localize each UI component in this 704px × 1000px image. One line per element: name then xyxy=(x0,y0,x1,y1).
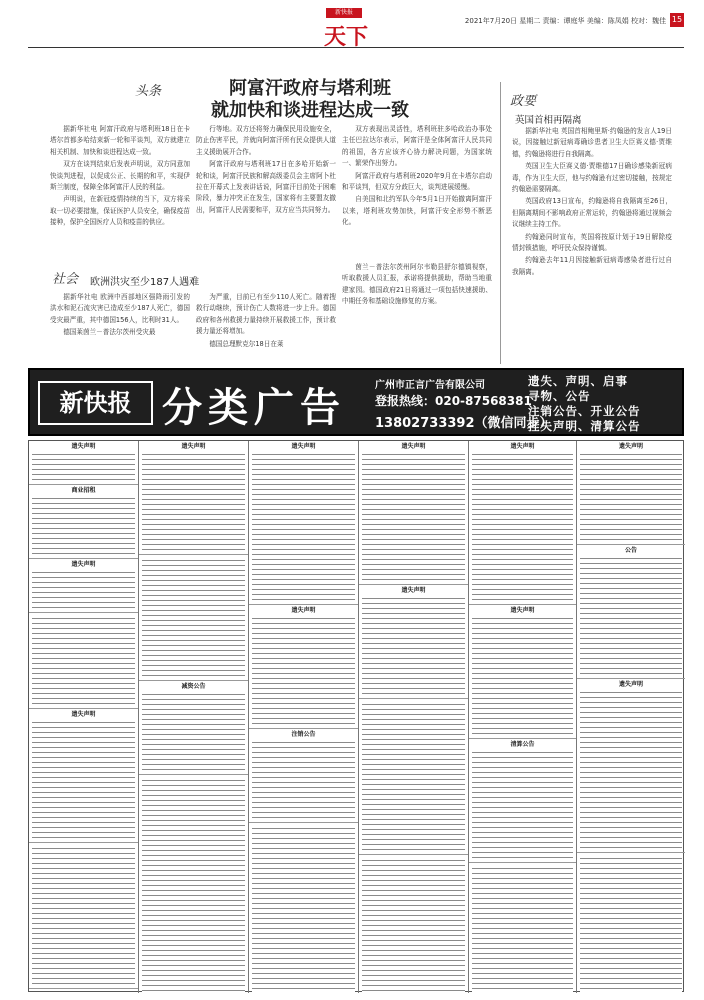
social-story-headline: 欧洲洪灾至少187人遇难 xyxy=(90,277,200,288)
list-item xyxy=(359,855,468,993)
list-item xyxy=(577,853,685,993)
list-item xyxy=(469,863,576,993)
side-story-headline: 英国首相再隔离 xyxy=(515,115,582,126)
top-story-column-3: 双方表现出灵活性，塔利班驻多哈政治办事处主任巴拉达尔表示，阿富汗是全体阿富汗人民共同的祖国，各方应该齐心协力解决问题，为国家统一、繁荣作出努力。 阿富汗政府与塔利班2020年9月在卡塔尔启动和平谈判，但双方分歧巨大，谈判进展缓慢。 自美国和北约军队今年5月1日开始撤离阿富汗以来，塔利班攻势加快，阿富汗安全形势不断恶化。 xyxy=(342,125,492,227)
list-item xyxy=(139,555,248,681)
list-item: 遗失声明 xyxy=(249,605,358,729)
issue-meta: 2021年7月20日 星期二 责编：谭庭华 美编：陈凤娟 校对：魏佳 xyxy=(464,17,666,25)
classified-listings xyxy=(28,440,684,992)
list-item: 商业招租 xyxy=(29,485,138,559)
top-story-column-2: 行等地。双方还将努力确保民用设施安全，防止伤害平民，并就向阿富汗所有民众提供人道主义援助展开合作。 阿富汗政府与塔利班17日在多哈开始新一轮和谈，阿富汗民族和解高级委员会主席阿卜杜拉在开幕式上发表讲话说，阿富汗目前处于困难阶段，暴力冲突正在发生，国家将有主要盟友撤出，阿富汗人民需要和平，双方应当共同努力。 xyxy=(196,125,336,214)
list-item xyxy=(359,699,468,855)
classified-column xyxy=(469,441,577,993)
column-divider xyxy=(500,82,501,364)
list-item: 遗失声明 xyxy=(29,559,138,613)
list-item xyxy=(139,775,248,993)
ad-company: 广州市正言广告有限公司 xyxy=(375,380,485,391)
ad-services: 遗失、声明、启事 寻物、公告 注销公告、开业公告 挂失声明、清算公告 xyxy=(528,374,641,433)
side-story-body: 据新华社电 英国首相鲍里斯·约翰逊的发言人19日说，因接触过新冠病毒确诊患者卫生大臣赛义德·贾维德，约翰逊将进行自我隔离。 英国卫生大臣赛义德·贾维德17日确诊感染新冠病毒，作为卫生大臣，他与约翰逊有过密切接触，按规定约翰逊需要隔离。 英国政府13日宣布，约翰逊将自我隔离至26日，但隔离期间不影响政府正常运转，约翰逊将通过视频会议继续主持工作。 约翰逊同时宣布，英国将按原计划于19日解除疫情封锁措施，呼吁民众保持谨慎。 约翰逊去年11月因接触新冠病毒感染者进行过自我隔离。 xyxy=(512,127,672,276)
social-story-kicker: 社会 xyxy=(52,272,79,287)
list-item: 遗失声明 xyxy=(577,441,685,545)
list-item: 遗失声明 xyxy=(249,441,358,605)
top-story-kicker: 头条 xyxy=(135,84,162,99)
ad-hotline: 登报热线：020-87568381 xyxy=(375,394,532,408)
headline-line-1: 阿富汗政府与塔利班 xyxy=(229,78,391,99)
ad-mobile: 13802733392（微信同步） xyxy=(375,416,553,431)
social-story-column-2: 为严重，目前已有至少110人死亡。随着搜救行动继续，预计伤亡人数将进一步上升。德国政府和各州救援力量持续开展救援工作，预计救援力量还将增加。 德国总理默克尔18日在莱 xyxy=(196,293,336,348)
list-item: 遗失声明 xyxy=(139,441,248,555)
list-item: 减资公告 xyxy=(139,681,248,775)
top-story-column-1: 据新华社电 阿富汗政府与塔利班18日在卡塔尔首都多哈结束新一轮和平谈判，双方就建立相关机制、加快和谈进程达成一致。 双方在谈判结束后发表声明说，双方同意加快谈判进程，以促成公正、长期的和平，实现伊斯兰制度，保障全体阿富汗人民的利益。 声明说，在新冠疫情持续的当下，双方将采取一切必要措施，保证医护人员安全，确保疫苗接种，保护全国医疗人员和疫苗的供应。 xyxy=(50,125,190,227)
list-item xyxy=(29,843,138,989)
list-item: 遗失声明 xyxy=(29,441,138,485)
side-story-kicker: 政要 xyxy=(510,94,537,109)
masthead xyxy=(28,8,684,48)
social-story-column-3: 茵兰－普法尔茨州阿尔韦勒县舒尔德镇视察，听取救援人员汇报，承诺将提供援助，帮助当地重建家园。德国政府21日将通过一项包括快速援助、中期任务和基础设施修复的方案。 xyxy=(342,263,492,306)
classified-column xyxy=(577,441,685,993)
social-story-column-1: 据新华社电 欧洲中西部地区强降雨引发的洪水和泥石流灾害已造成至少187人死亡，德国受灾最严重，其中德国156人，比利时31人。 德国莱茵兰－普法尔茨州受灾最 xyxy=(50,293,190,337)
list-item: 遗失声明 xyxy=(469,605,576,739)
classified-column xyxy=(359,441,469,993)
list-item: 遗失声明 xyxy=(359,441,468,585)
section-title: 天下 xyxy=(324,24,369,50)
list-item: 遗失声明 xyxy=(29,709,138,843)
classified-ad-banner xyxy=(28,368,684,436)
list-item: 遗失声明 xyxy=(359,585,468,699)
list-item: 公告 xyxy=(577,545,685,679)
section-badge: 新快报 xyxy=(326,8,362,18)
top-story-headline xyxy=(150,78,470,122)
headline-line-2: 就加快和谈进程达成一致 xyxy=(211,100,409,121)
list-item: 遗失声明 xyxy=(577,679,685,853)
list-item: 遗失声明 xyxy=(469,441,576,605)
ad-title: 分类广告 xyxy=(162,385,346,431)
list-item xyxy=(249,823,358,993)
list-item: 清算公告 xyxy=(469,739,576,863)
classified-column xyxy=(249,441,359,993)
page-number: 15 xyxy=(670,13,684,27)
classified-column xyxy=(29,441,139,993)
list-item: 注销公告 xyxy=(249,729,358,823)
list-item xyxy=(29,613,138,709)
classified-column xyxy=(139,441,249,993)
ad-brand-logo: 新快报 xyxy=(38,381,153,425)
